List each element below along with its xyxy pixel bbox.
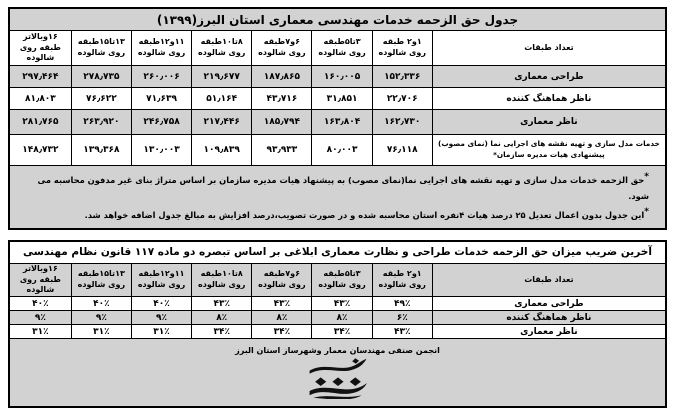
percent-value: ۴۰٪ xyxy=(9,297,71,311)
fee-value: ۸۰٫۰۰۳ xyxy=(312,135,372,166)
table-row-architecture-supervisor xyxy=(9,110,666,135)
table-row-design-percentage xyxy=(9,297,666,311)
fee-value: ۲۶۳٫۹۲۰ xyxy=(71,110,131,135)
fee-value: ۷۱٫۶۳۹ xyxy=(131,88,191,110)
col-header-1-2: ۱و۲ طبقه روی شالوده xyxy=(372,31,432,66)
fee-value: ۸۱٫۸۰۳ xyxy=(9,88,71,110)
col-header-floors: تعداد طبقات xyxy=(432,263,666,296)
col-header-6-7: ۶و۷طبقه روی شالوده xyxy=(252,31,312,66)
row-label: ناظر معماری xyxy=(432,325,666,339)
percent-value: ۳۱٪ xyxy=(9,325,71,339)
fee-value: ۲۹۷٫۴۶۴ xyxy=(9,66,71,88)
fee-value: ۲۷۸٫۷۳۵ xyxy=(71,66,131,88)
row-label: ناظر هماهنگ کننده xyxy=(432,88,666,110)
percent-value: ۴۰٪ xyxy=(71,297,131,311)
fee-value: ۲۱۹٫۶۷۷ xyxy=(192,66,252,88)
fee-value: ۲۱۷٫۴۴۶ xyxy=(192,110,252,135)
table1-title-row xyxy=(9,8,666,31)
col-header-11-12: ۱۱و۱۲طبقه روی شالوده xyxy=(131,31,191,66)
col-header-13-15: ۱۳تا۱۵طبقه روی شالوده xyxy=(71,31,131,66)
percent-value: ۴۳٪ xyxy=(192,297,252,311)
col-header-16plus: ۱۶وبالاتر طبقه روی شالوده xyxy=(9,263,71,296)
percent-value: ۸٪ xyxy=(312,311,372,325)
fee-value: ۵۱٫۱۶۴ xyxy=(192,88,252,110)
row-label: طراحی معماری xyxy=(432,66,666,88)
table-row-coordinating-supervisor xyxy=(9,88,666,110)
percent-value: ۴۳٪ xyxy=(252,297,312,311)
percent-value: ۶٪ xyxy=(372,311,432,325)
calligraphic-logo-icon xyxy=(307,357,369,399)
col-header-floors: تعداد طبقات xyxy=(432,31,666,66)
col-header-8-10: ۸تا۱۰طبقه روی شالوده xyxy=(192,263,252,296)
fee-value: ۱۶۲٫۷۳۰ xyxy=(372,110,432,135)
table-row-coordinator-percentage xyxy=(9,311,666,325)
table2-title-row xyxy=(9,241,666,264)
table1-footnotes-row xyxy=(9,166,666,229)
col-header-8-10: ۸تا۱۰طبقه روی شالوده xyxy=(192,31,252,66)
percent-value: ۹٪ xyxy=(131,311,191,325)
fee-value: ۱۵۲٫۳۳۶ xyxy=(372,66,432,88)
fee-value: ۷۶٫۱۱۸ xyxy=(372,135,432,166)
percent-value: ۹٪ xyxy=(71,311,131,325)
col-header-3-5: ۳تا۵طبقه روی شالوده xyxy=(312,263,372,296)
footnote-2 xyxy=(16,204,649,224)
fee-value: ۱۴۸٫۷۳۲ xyxy=(9,135,71,166)
table-row-facade-modeling xyxy=(9,135,666,166)
row-label: خدمات مدل سازی و تهیه نقشه های اجرایی نما (نمای مصوب) پیشنهادی هیات مدیره سازمان* xyxy=(432,135,666,166)
percent-value: ۳۴٪ xyxy=(252,325,312,339)
percent-value: ۳۴٪ xyxy=(312,325,372,339)
table-gap xyxy=(8,230,667,240)
footnote-2-text: این جدول بدون اعمال تعدیل ۲۵ درصد هیات ۴نفره استان محاسبه شده و در صورت تصویب،درصد افزایش به مبالغ جدول اضافه خواهد شد. xyxy=(84,210,645,221)
table-row-supervisor-percentage xyxy=(9,325,666,339)
fee-value: ۲۴۶٫۷۵۸ xyxy=(131,110,191,135)
row-label: طراحی معماری xyxy=(432,297,666,311)
table2-title: آخرین ضریب میزان حق الزحمه خدمات طراحی و نظارت معماری ابلاغی بر اساس تبصره دو ماده ۱۱۷ قانون نظام مهندسی xyxy=(9,241,666,264)
fee-value: ۷۶٫۶۲۲ xyxy=(71,88,131,110)
fee-value: ۹۳٫۹۳۳ xyxy=(252,135,312,166)
asterisk-marker: * xyxy=(644,207,649,218)
fee-value: ۴۳٫۷۱۶ xyxy=(252,88,312,110)
table-row-architectural-design xyxy=(9,66,666,88)
col-header-6-7: ۶و۷طبقه روی شالوده xyxy=(252,263,312,296)
percent-value: ۴۳٪ xyxy=(372,325,432,339)
footnote-1-text: حق الزحمه خدمات مدل سازی و تهیه نقشه های اجرایی نما(نمای مصوب) به پیشنهاد هیات مدیره سازمان بر اساس متراژ بنای غیر مدفون محاسبه می شود. xyxy=(37,174,649,201)
asterisk-marker: * xyxy=(644,172,649,182)
footnotes-area xyxy=(9,166,666,229)
fee-amounts-table xyxy=(8,7,667,230)
percent-value: ۸٪ xyxy=(252,311,312,325)
fee-value: ۱۸۷٫۸۶۵ xyxy=(252,66,312,88)
association-name: انجمن صنفی مهندسان معمار وشهرساز استان البرز xyxy=(235,346,440,356)
percent-value: ۴۳٪ xyxy=(312,297,372,311)
percent-value: ۳۱٪ xyxy=(71,325,131,339)
fee-value: ۱۳۹٫۳۶۸ xyxy=(71,135,131,166)
table1-header-row xyxy=(9,31,666,66)
percent-value: ۸٪ xyxy=(192,311,252,325)
association-logo xyxy=(10,357,665,399)
table2-header-row xyxy=(9,263,666,296)
fee-value: ۱۶۳٫۸۰۴ xyxy=(312,110,372,135)
col-header-16plus: ۱۶وبالاتر طبقه روی شالوده xyxy=(9,31,71,66)
fee-value: ۱۳۰٫۰۰۳ xyxy=(131,135,191,166)
footnote-1 xyxy=(16,169,649,204)
col-header-1-2: ۱و۲ طبقه روی شالوده xyxy=(372,263,432,296)
row-label: ناظر معماری xyxy=(432,110,666,135)
fee-value: ۱۸۵٫۷۹۴ xyxy=(252,110,312,135)
percent-value: ۳۱٪ xyxy=(131,325,191,339)
percent-value: ۳۴٪ xyxy=(192,325,252,339)
fee-percentage-table xyxy=(8,240,667,408)
table1-title: جدول حق الزحمه خدمات مهندسی معماری استان البرز(۱۳۹۹) xyxy=(9,8,666,31)
row-label: ناظر هماهنگ کننده xyxy=(432,311,666,325)
table2-footer-row xyxy=(9,339,666,408)
association-footer xyxy=(9,339,666,408)
fee-value: ۱۶۰٫۰۰۵ xyxy=(312,66,372,88)
col-header-11-12: ۱۱و۱۲طبقه روی شالوده xyxy=(131,263,191,296)
fee-value: ۲۶۰٫۰۰۶ xyxy=(131,66,191,88)
percent-value: ۴۰٪ xyxy=(131,297,191,311)
fee-value: ۳۱٫۸۵۱ xyxy=(312,88,372,110)
percent-value: ۹٪ xyxy=(9,311,71,325)
fee-value: ۱۰۹٫۸۳۹ xyxy=(192,135,252,166)
fee-value: ۲۸۱٫۷۶۵ xyxy=(9,110,71,135)
col-header-3-5: ۳تا۵طبقه روی شالوده xyxy=(312,31,372,66)
col-header-13-15: ۱۳تا۱۵طبقه روی شالوده xyxy=(71,263,131,296)
percent-value: ۴۹٪ xyxy=(372,297,432,311)
fee-value: ۲۲٫۷۰۶ xyxy=(372,88,432,110)
